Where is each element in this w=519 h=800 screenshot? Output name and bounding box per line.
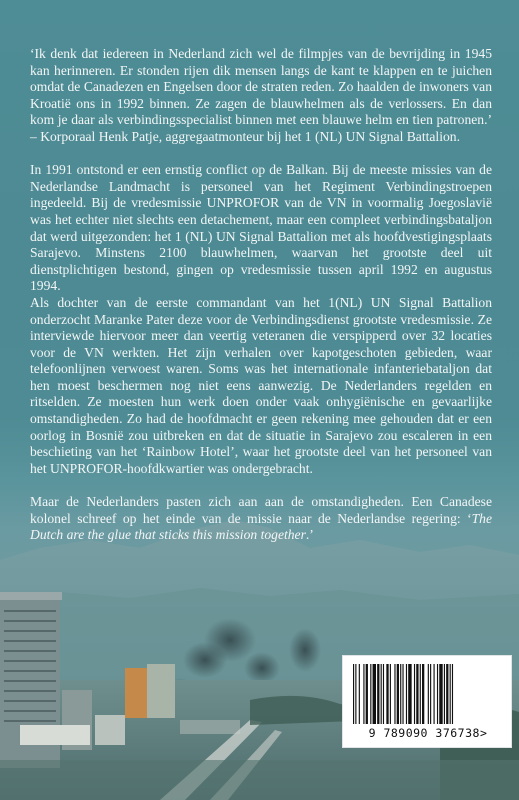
- back-cover-text: [30, 46, 492, 560]
- barcode-bar: [377, 664, 379, 724]
- barcode-bar: [390, 664, 391, 724]
- barcode-bar: [359, 664, 360, 724]
- barcode-bar: [452, 664, 453, 724]
- closing-end: .’: [305, 527, 314, 543]
- barcode-bar: [430, 664, 431, 724]
- barcode-bar: [363, 664, 364, 724]
- barcode-bar: [446, 664, 448, 724]
- isbn-digits: 9 789090 376738: [368, 726, 480, 740]
- closing-text: Maar de Nederlanders pasten zich aan aan de omstandigheden. Een Canadese kolonel schreef op het einde van de missie naar de Nederlandse regering: ‘: [30, 494, 492, 526]
- barcode-bar: [353, 664, 354, 724]
- barcode-bar: [366, 664, 368, 724]
- barcode-bar: [437, 664, 438, 724]
- closing-paragraph: [30, 494, 492, 544]
- barcode-bar: [370, 664, 371, 724]
- author-research-paragraph: Als dochter van de eerste commandant van het 1(NL) UN Signal Battalion onderzocht Maranke Pater deze voor de Verbindingsdienst grootste vredesmissie. Ze interviewde hiervoor meer dan veertig veteranen die verspipperd over 32 locaties voor de VN werkten. Het zijn verhalen over kapotgeschoten gebieden, waar telefoonlijnen verwoest waren. Soms was het internationale infanteriebataljon dat hen moest beschermen nog niet eens aanwezig. De Nederlanders regelden en ritselden. Ze moesten hun werk doen onder vaak onhygiënische en gevaarlijke omstandigheden. Zo had de hoofdmacht er geen rekening mee gehouden dat er een oorlog in Bosnië zou uitbreken en dat de situatie in Sarajevo zou escaleren in een beschieting van het ‘Rainbow Hotel’, waar het grootste deel van het personeel van het UNPROFOR-hoofdkwartier was ondergebracht.: [30, 294, 492, 476]
- barcode-bars: [353, 664, 503, 724]
- barcode-bar: [402, 664, 403, 724]
- barcode-bar: [386, 664, 388, 724]
- barcode-bar: [383, 664, 384, 724]
- barcode-bar: [416, 664, 418, 724]
- barcode-bar: [394, 664, 395, 724]
- barcode-bar: [355, 664, 356, 724]
- barcode-bar: [450, 664, 451, 724]
- barcode-bar: [428, 664, 429, 724]
- barcode-bar: [381, 664, 382, 724]
- isbn-number: [347, 726, 509, 740]
- barcode-bar: [434, 664, 435, 724]
- barcode-bar: [444, 664, 445, 724]
- barcode-bar: [414, 664, 415, 724]
- barcode-bar: [420, 664, 421, 724]
- barcode-bar: [408, 664, 411, 724]
- barcode-bar: [373, 664, 376, 724]
- barcode-arrow: >: [479, 726, 488, 740]
- canadian-colonel-quote: The Dutch are the glue that sticks this mission together: [30, 510, 492, 543]
- barcode-bar: [400, 664, 401, 724]
- barcode-bar: [422, 664, 424, 724]
- isbn-barcode: [342, 655, 512, 748]
- barcode-bar: [439, 664, 442, 724]
- veteran-quote-paragraph: ‘Ik denk dat iedereen in Nederland zich wel de filmpjes van de bevrijding in 1945 kan herinneren. Er stonden rijen dik mensen langs de kant te klappen en te juichen omdat de Canadezen en Engelsen door de straten reden. Zo haalden de inwoners van Kroatië ons in 1992 binnen. Ze zagen de blauwhelmen als de verlossers. En dan kom je daar als verbindingsspecialist binnen met een blauwe helm en tien patronen.’ – Korporaal Henk Patje, aggregaatmonteur bij het 1 (NL) UN Signal Battalion.: [30, 46, 492, 144]
- barcode-bar: [406, 664, 407, 724]
- barcode-bar: [397, 664, 399, 724]
- conflict-summary-paragraph: In 1991 ontstond er een ernstig conflict op de Balkan. Bij de meeste missies van de Nederlandse Landmacht is personeel van het Regiment Verbindingstroepen ingedeeld. Bij de vredesmissie UNPROFOR van de VN in voormalig Joegoslavië was het echter niet slechts een detachement, maar een compleet verbindingsbataljon dat werd uitgezonden: het 1 (NL) UN Signal Battalion met als hoofdvestigingsplaats Sarajevo. Minstens 2100 blauwhelmen, waarvan het grootste deel uit dienstplichtigen bestond, gingen op vredesmissie tussen april 1992 en augustus 1994.: [30, 162, 492, 294]
